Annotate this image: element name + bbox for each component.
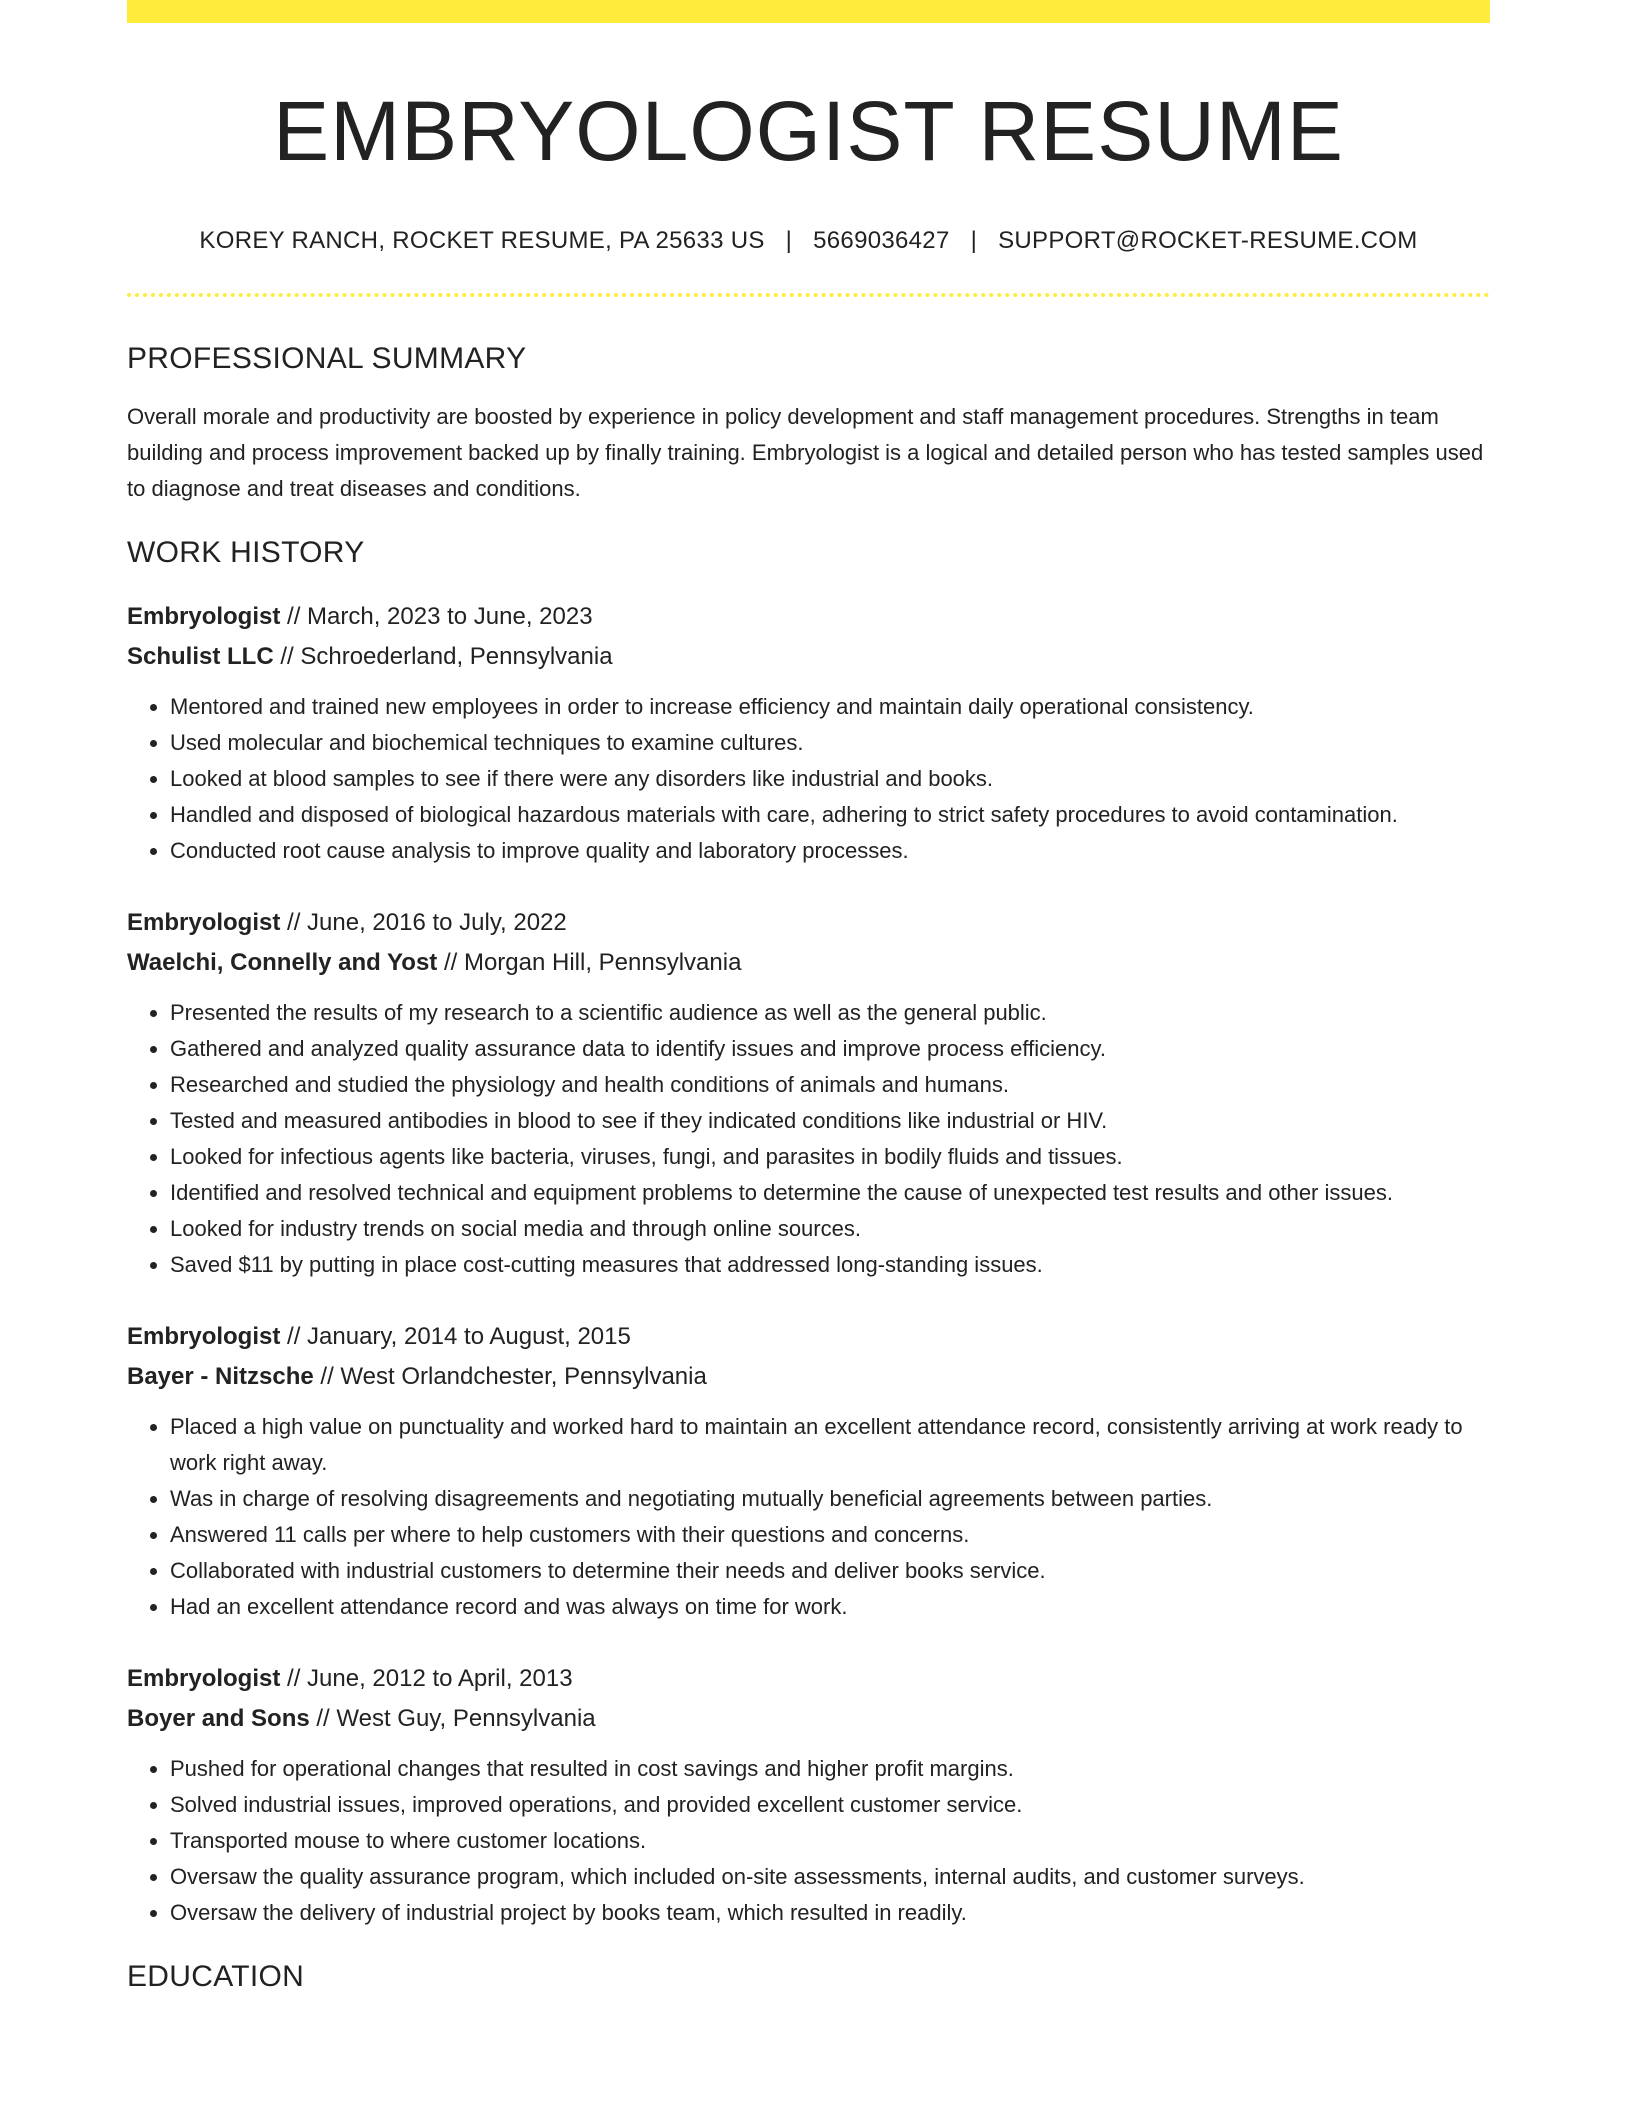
job-role: Embryologist xyxy=(127,909,281,937)
job-dates: // June, 2012 to April, 2013 xyxy=(280,1665,573,1693)
summary-heading: PROFESSIONAL SUMMARY xyxy=(127,342,527,376)
job-role: Embryologist xyxy=(127,1323,281,1351)
summary-text: Overall morale and productivity are boosted by experience in policy development and staff management procedures. Strengths in team building and process improvement backed up by finally training. Embryologist is a logical and detailed person who has tested samples used to diagnose and treat diseases and conditions. xyxy=(127,404,1484,502)
job-bullet: • Had an excellent attendance record and was always on time for work. xyxy=(170,1589,1490,1625)
job-bullet: • Handled and disposed of biological hazardous materials with care, adhering to strict safety procedures to avoid contamination. xyxy=(170,797,1490,833)
job-location: // West Orlandchester, Pennsylvania xyxy=(313,1363,707,1391)
job-bullet: • Researched and studied the physiology and health conditions of animals and humans. xyxy=(170,1067,1490,1103)
job-role: Embryologist xyxy=(127,1665,281,1693)
job-location: // West Guy, Pennsylvania xyxy=(309,1705,596,1733)
job-bullet: • Conducted root cause analysis to improve quality and laboratory processes. xyxy=(170,833,1490,869)
job-company: Schulist LLC xyxy=(127,643,274,671)
job-company-line xyxy=(127,943,1490,983)
work-history-list xyxy=(127,597,1490,1931)
job-title-line xyxy=(127,1659,1490,1699)
job-entry xyxy=(127,1317,1490,1625)
resume-page xyxy=(127,0,1490,1995)
job-location: // Morgan Hill, Pennsylvania xyxy=(437,949,742,977)
job-entry xyxy=(127,597,1490,869)
work-history-heading: WORK HISTORY xyxy=(127,536,365,570)
job-bullet: • Was in charge of resolving disagreements and negotiating mutually beneficial agreements between parties. xyxy=(170,1481,1490,1517)
job-title-line xyxy=(127,1317,1490,1357)
job-bullet: • Solved industrial issues, improved operations, and provided excellent customer service. xyxy=(170,1787,1490,1823)
resume-title: EMBRYOLOGIST RESUME xyxy=(273,84,1344,178)
job-bullet: • Tested and measured antibodies in blood to see if they indicated conditions like industrial or HIV. xyxy=(170,1103,1490,1139)
contact-address: KOREY RANCH, ROCKET RESUME, PA 25633 US xyxy=(199,227,765,255)
job-company-line xyxy=(127,1357,1490,1397)
job-dates: // June, 2016 to July, 2022 xyxy=(280,909,567,937)
job-company: Waelchi, Connelly and Yost xyxy=(127,949,438,977)
job-bullets xyxy=(127,689,1490,869)
job-company-line xyxy=(127,1699,1490,1739)
contact-separator: | xyxy=(970,227,978,255)
job-bullet: • Looked at blood samples to see if there were any disorders like industrial and books. xyxy=(170,761,1490,797)
job-dates: // January, 2014 to August, 2015 xyxy=(280,1323,631,1351)
job-location: // Schroederland, Pennsylvania xyxy=(273,643,613,671)
job-entry xyxy=(127,1659,1490,1931)
job-bullet: • Answered 11 calls per where to help customers with their questions and concerns. xyxy=(170,1517,1490,1553)
job-company: Boyer and Sons xyxy=(127,1705,310,1733)
job-bullet: • Pushed for operational changes that resulted in cost savings and higher profit margins. xyxy=(170,1751,1490,1787)
job-bullet: • Used molecular and biochemical techniques to examine cultures. xyxy=(170,725,1490,761)
job-bullet: • Identified and resolved technical and equipment problems to determine the cause of unexpected test results and other issues. xyxy=(170,1175,1490,1211)
job-bullet: • Looked for infectious agents like bacteria, viruses, fungi, and parasites in bodily fluids and tissues. xyxy=(170,1139,1490,1175)
job-bullet: • Looked for industry trends on social media and through online sources. xyxy=(170,1211,1490,1247)
job-title-line xyxy=(127,597,1490,637)
job-bullet: • Oversaw the quality assurance program, which included on-site assessments, internal audits, and customer surveys. xyxy=(170,1859,1490,1895)
education-heading: EDUCATION xyxy=(127,1960,305,1994)
job-title-line xyxy=(127,903,1490,943)
job-dates: // March, 2023 to June, 2023 xyxy=(280,603,593,631)
contact-separator: | xyxy=(785,227,793,255)
job-bullet: • Saved $11 by putting in place cost-cutting measures that addressed long-standing issues. xyxy=(170,1247,1490,1283)
job-bullets xyxy=(127,1409,1490,1625)
job-company-line xyxy=(127,637,1490,677)
contact-line xyxy=(127,227,1490,255)
job-bullet: • Transported mouse to where customer locations. xyxy=(170,1823,1490,1859)
contact-email: SUPPORT@ROCKET-RESUME.COM xyxy=(998,227,1418,255)
job-bullet: • Gathered and analyzed quality assurance data to identify issues and improve process efficiency. xyxy=(170,1031,1490,1067)
job-bullets xyxy=(127,1751,1490,1931)
job-bullet: • Mentored and trained new employees in order to increase efficiency and maintain daily operational consistency. xyxy=(170,689,1490,725)
dotted-divider xyxy=(127,293,1490,297)
contact-phone: 5669036427 xyxy=(813,227,950,255)
job-entry xyxy=(127,903,1490,1283)
job-bullet: • Presented the results of my research to a scientific audience as well as the general public. xyxy=(170,995,1490,1031)
job-bullet: • Collaborated with industrial customers to determine their needs and deliver books service. xyxy=(170,1553,1490,1589)
job-role: Embryologist xyxy=(127,603,281,631)
job-bullet: • Oversaw the delivery of industrial project by books team, which resulted in readily. xyxy=(170,1895,1490,1931)
job-bullet: • Placed a high value on punctuality and worked hard to maintain an excellent attendance record, consistently arriving at work ready to work right away. xyxy=(170,1409,1490,1481)
job-company: Bayer - Nitzsche xyxy=(127,1363,314,1391)
job-bullets xyxy=(127,995,1490,1283)
accent-top-bar xyxy=(127,0,1490,23)
